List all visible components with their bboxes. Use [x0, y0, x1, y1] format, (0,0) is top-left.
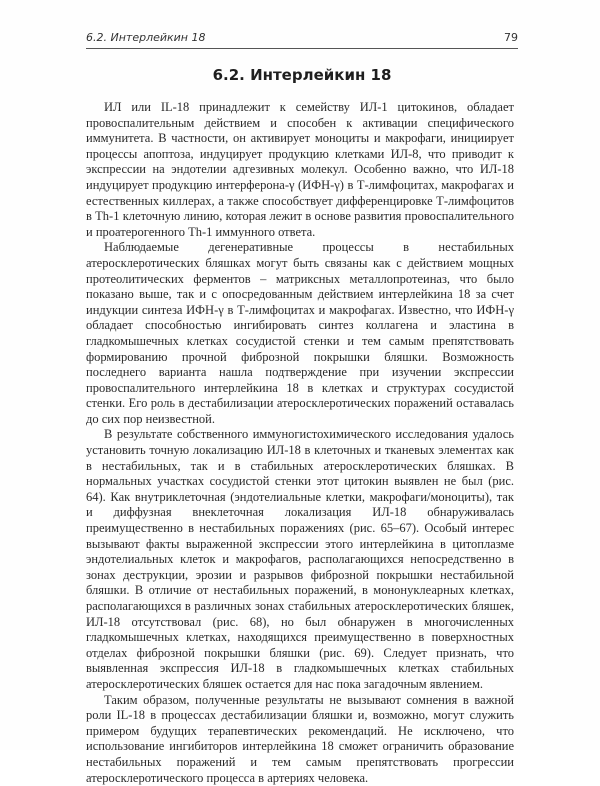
- paragraph: Таким образом, полученные результаты не вызывают сомнения в важной роли IL-18 в процессах дестабилизации бляшки и, возможно, могут служить примером будущих терапевтических рекомендаций. Не исключено, что использование ингибиторов интерлейкина 18 сможет ограничить образование нестабильных поражений и тем самым препятствовать прогрессии атеросклеротического процесса в артериях человека.: [86, 692, 514, 785]
- body-text: [86, 100, 514, 786]
- paragraph: В результате собственного иммуногистохимического исследования удалось установить точную локализацию ИЛ-18 в клеточных и тканевых элементах как в нестабильных, так и в стабильных атеросклеротических бляшках. В нормальных участках сосудистой стенки этот цитокин выявлен не был (рис. 64). Как внутриклеточная (эндотелиальные клетки, макрофаги/моноциты), так и диффузная внеклеточная локализация ИЛ-18 обнаруживалась преимущественно в нестабильных поражениях (рис. 65–67). Особый интерес вызывают факты выраженной экспрессии этого интерлейкина в цитоплазме эндотелиальных клеток и макрофагов, располагающихся непосредственно в зонах деструкции, эрозии и разрывов фиброзной покрышки нестабильной бляшки. В отличие от нестабильных поражений, в мононуклеарных клетках, располагающихся в различных зонах стабильных атеросклеротических бляшек, ИЛ-18 отсутствовал (рис. 68), но был обнаружен в многочисленных гладкомышечных клетках, находящихся преимущественно в поверхностных отделах фиброзной покрышки бляшки (рис. 69). Следует признать, что выявленная экспрессия ИЛ-18 в гладкомышечных клетках стабильных атеросклеротических бляшек остается для нас пока загадочным явлением.: [86, 427, 514, 691]
- running-header: [86, 30, 518, 49]
- running-header-section: 6.2. Интерлейкин 18: [86, 31, 206, 44]
- paragraph: Наблюдаемые дегенеративные процессы в нестабильных атеросклеротических бляшках могут быть связаны как с действием мощных протеолитических ферментов – матриксных металлопротеиназ, что было показано выше, так и с опосредованным действием интерлейкина 18 за счет индукции синтеза ИФН-γ в Т-лимфоцитах и макрофагах. Известно, что ИФН-γ обладает способностью ингибировать синтез коллагена и эластина в гладкомышечных клетках сосудистой стенки и тем самым препятствовать формированию прочной фиброзной покрышки бляшки. Возможность последнего варианта нашла подтверждение при изучении экспрессии провоспалительного интерлейкина 18 в клетках и структурах сосудистой стенки. Его роль в дестабилизации атеросклеротических поражений оставалась до сих пор неизвестной.: [86, 240, 514, 426]
- paragraph: ИЛ или IL-18 принадлежит к семейству ИЛ-1 цитокинов, обладает провоспалительным действием и способен к активации специфического иммунитета. В частности, он активирует моноциты и макрофаги, инициирует процессы апоптоза, индуцирует продукцию клетками ИЛ-8, что приводит к экспрессии на эндотелии адгезивных молекул. Особенно важно, что ИЛ-18 индуцирует продукцию интерферона-γ (ИФН-γ) в Т-лимфоцитах, макрофагах и естественных киллерах, а также способствует дифференцировке Т-лимфоцитов в Th-1 клеточную линию, которая лежит в основе развития провоспалительного и проатерогенного Th-1 иммунного ответа.: [86, 100, 514, 239]
- page-number: 79: [504, 31, 518, 44]
- section-title: 6.2. Интерлейкин 18: [212, 66, 392, 84]
